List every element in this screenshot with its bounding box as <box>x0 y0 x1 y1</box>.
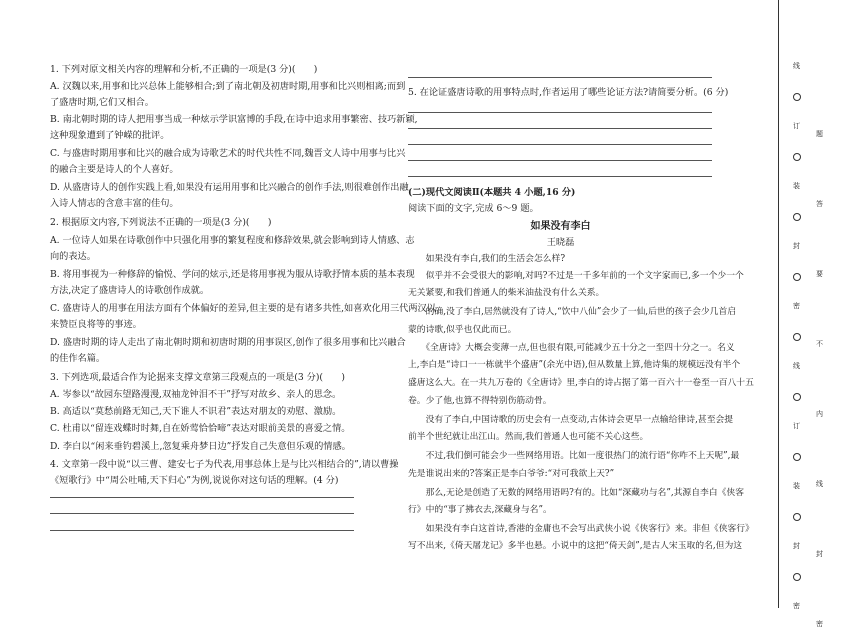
article-title: 如果没有李白 <box>530 221 591 232</box>
notice-char: 题 <box>816 130 823 138</box>
notice-char: 内 <box>816 410 823 418</box>
question-line: B. 将用事视为一种修辞的愉悦、学问的炫示,还是将用事视为服从诗歌抒情本质的基本表现 <box>50 269 415 280</box>
question-line: B. 高适以“莫愁前路无知己,天下谁人不识君”表达对朋友的劝慰、激励。 <box>50 406 342 417</box>
binding-circle-icon <box>793 393 801 401</box>
question-line: D. 盛唐时期的诗人走出了南北朝时期和初唐时期的用事误区,创作了很多用事和比兴融合 <box>50 337 406 348</box>
question-line: C. 盛唐诗人的用事在用法方面有个体偏好的差异,但主要的是有诸多共性,如喜欢化用三代两汉以 <box>50 303 436 314</box>
binding-circle-icon <box>793 93 801 101</box>
question-line: 《短歌行》中“周公吐哺,天下归心”为例,说说你对这句话的理解。(4 分) <box>50 475 339 486</box>
binding-char: 订 <box>793 122 800 130</box>
article-paragraph-line: 没有了李白,中国诗歌的历史会有一点变动,古体诗会更早一点输给律诗,甚至会提 <box>408 415 734 425</box>
article-paragraph-line: 如果没有李白,我们的生活会怎么样? <box>408 254 566 264</box>
binding-line <box>778 0 779 608</box>
binding-char: 订 <box>793 422 800 430</box>
notice-char: 答 <box>816 200 823 208</box>
article-author: 王晓磊 <box>546 237 575 248</box>
article-paragraph-line: 蒙的诗歌,似乎也仅此而已。 <box>408 325 517 335</box>
article-paragraph-line: 那么,无论是创造了无数的网络用语吗?有的。比如“深藏功与名”,其源自李白《侠客 <box>408 488 744 498</box>
article-paragraph-line: 前半个世纪就让出江山。然而,我们普通人也可能不关心这些。 <box>408 432 649 442</box>
answer-line <box>408 144 712 145</box>
answer-line <box>408 128 712 129</box>
question-5: 5. 在论证盛唐诗歌的用事特点时,作者运用了哪些论证方法?请简要分析。(6 分) <box>408 87 729 98</box>
article-paragraph-line: 如果没有李白这首诗,香港的金庸也不会写出武侠小说《侠客行》来。非但《侠客行》 <box>408 524 754 534</box>
binding-char: 封 <box>793 542 800 550</box>
article-paragraph-line: 盛唐这么大。在一共九万卷的《全唐诗》里,李白的诗占据了第一百六十一卷至一百八十五 <box>408 378 754 388</box>
question-line: C. 杜甫以“留连戏蝶时时舞,自在娇莺恰恰啼”表达对眼前美景的喜爱之情。 <box>50 423 351 434</box>
question-line: 1. 下列对原文相关内容的理解和分析,不正确的一项是(3 分)( ) <box>50 64 318 75</box>
binding-circle-icon <box>793 333 801 341</box>
binding-circle-icon <box>793 213 801 221</box>
binding-char: 装 <box>793 482 800 490</box>
question-line: 3. 下列选项,最适合作为论据来支撑文章第三段观点的一项是(3 分)( ) <box>50 372 345 383</box>
question-line: A. 汉魏以来,用事和比兴总体上能够相合;到了南北朝及初唐时期,用事和比兴则相离;而到 <box>50 81 406 92</box>
answer-line <box>50 530 354 531</box>
article-paragraph-line: 卷。少了他,也算不得特别伤筋动骨。 <box>408 396 552 406</box>
question-line: 4. 文章第一段中说“以三曹、建安七子为代表,用事总体上是与比兴相结合的”,请以曹操 <box>50 459 399 470</box>
article-paragraph-line: 似乎并不会受很大的影响,对吗?不过是一千多年前的一个文字家而已,多一个少一个 <box>408 271 744 281</box>
section-heading: (二)现代文阅读Ⅱ(本题共 4 小题,16 分) <box>408 187 576 198</box>
article-paragraph-line: 的确,没了李白,居然就没有了诗人,“饮中八仙”会少了一仙,后世的孩子会少几首启 <box>408 307 737 317</box>
question-line: 的佳作名篇。 <box>50 353 106 364</box>
notice-char: 封 <box>816 550 823 558</box>
answer-line <box>408 160 712 161</box>
answer-line <box>408 176 712 177</box>
question-line: D. 李白以“闲来垂钓碧溪上,忽复乘舟梦日边”抒发自己失意但乐观的情感。 <box>50 441 351 452</box>
answer-line <box>408 77 712 78</box>
binding-char: 装 <box>793 182 800 190</box>
question-line: 向的表达。 <box>50 251 96 262</box>
binding-circle-icon <box>793 273 801 281</box>
question-line: 了盛唐时期,它们又相合。 <box>50 97 154 108</box>
answer-line <box>408 112 712 113</box>
question-line: D. 从盛唐诗人的创作实践上看,如果没有运用用事和比兴融合的创作手法,则很难创作出融 <box>50 182 409 193</box>
binding-char: 线 <box>793 362 800 370</box>
article-paragraph-line: 行》中的“事了拂衣去,深藏身与名”。 <box>408 505 552 515</box>
binding-char: 密 <box>793 602 800 610</box>
question-line: 来赞臣良将等的事迹。 <box>50 319 142 330</box>
question-line: A. 一位诗人如果在诗歌创作中只强化用事的繁复程度和修辞效果,就会影响到诗人情感、志 <box>50 235 415 246</box>
article-paragraph-line: 写不出来,《倚天屠龙记》多半也悬。小说中的这把“倚天剑”,是古人宋玉取的名,但为这 <box>408 541 743 551</box>
binding-margin <box>790 0 860 628</box>
article-paragraph-line: 上,李白是“诗口一一栋就半个盛唐”(余光中语),但从数量上算,他诗集的规模远没有半个 <box>408 360 741 370</box>
answer-line <box>50 513 354 514</box>
binding-circle-icon <box>793 573 801 581</box>
binding-char: 封 <box>793 242 800 250</box>
question-line: 2. 根据原文内容,下列说法不正确的一项是(3 分)( ) <box>50 217 272 228</box>
binding-char: 密 <box>793 302 800 310</box>
question-line: 方法,决定了盛唐诗人的诗歌创作成就。 <box>50 285 210 296</box>
question-line: C. 与盛唐时期用事和比兴的融合成为诗歌艺术的时代共性不同,魏晋文人诗中用事与比兴 <box>50 148 406 159</box>
answer-line <box>50 497 354 498</box>
notice-char: 密 <box>816 620 823 628</box>
notice-char: 线 <box>816 480 823 488</box>
article-paragraph-line: 无关紧要,和我们普通人的柴米油盐没有什么关系。 <box>408 288 605 298</box>
binding-circle-icon <box>793 513 801 521</box>
question-line: 的融合主要是诗人的个人喜好。 <box>50 164 179 175</box>
question-line: 这种现象遭到了钟嵘的批评。 <box>50 130 170 141</box>
question-line: A. 岑参以“故园东望路漫漫,双袖龙钟泪不干”抒写对故乡、亲人的思念。 <box>50 389 342 400</box>
article-paragraph-line: 先是谁说出来的?答案正是李白爷爷:“对可我欲上天?” <box>408 469 615 479</box>
article-paragraph-line: 不过,我们倒可能会少一些网络用语。比如一度很热门的流行语“你咋不上天呢”,最 <box>408 451 740 461</box>
section-instruction: 阅读下面的文字,完成 6～9 题。 <box>408 203 539 214</box>
notice-char: 不 <box>816 340 823 348</box>
notice-char: 要 <box>816 270 823 278</box>
binding-circle-icon <box>793 453 801 461</box>
binding-circle-icon <box>793 153 801 161</box>
article-paragraph-line: 《全唐诗》大概会变薄一点,但也很有限,可能减少五十分之一至四十分之一。名义 <box>408 343 735 353</box>
question-line: B. 南北朝时期的诗人把用事当成一种炫示学识富博的手段,在诗中追求用事繁密、技巧新颖, <box>50 114 418 125</box>
question-line: 入诗人情志的含意丰富的佳句。 <box>50 198 179 209</box>
binding-char: 线 <box>793 62 800 70</box>
